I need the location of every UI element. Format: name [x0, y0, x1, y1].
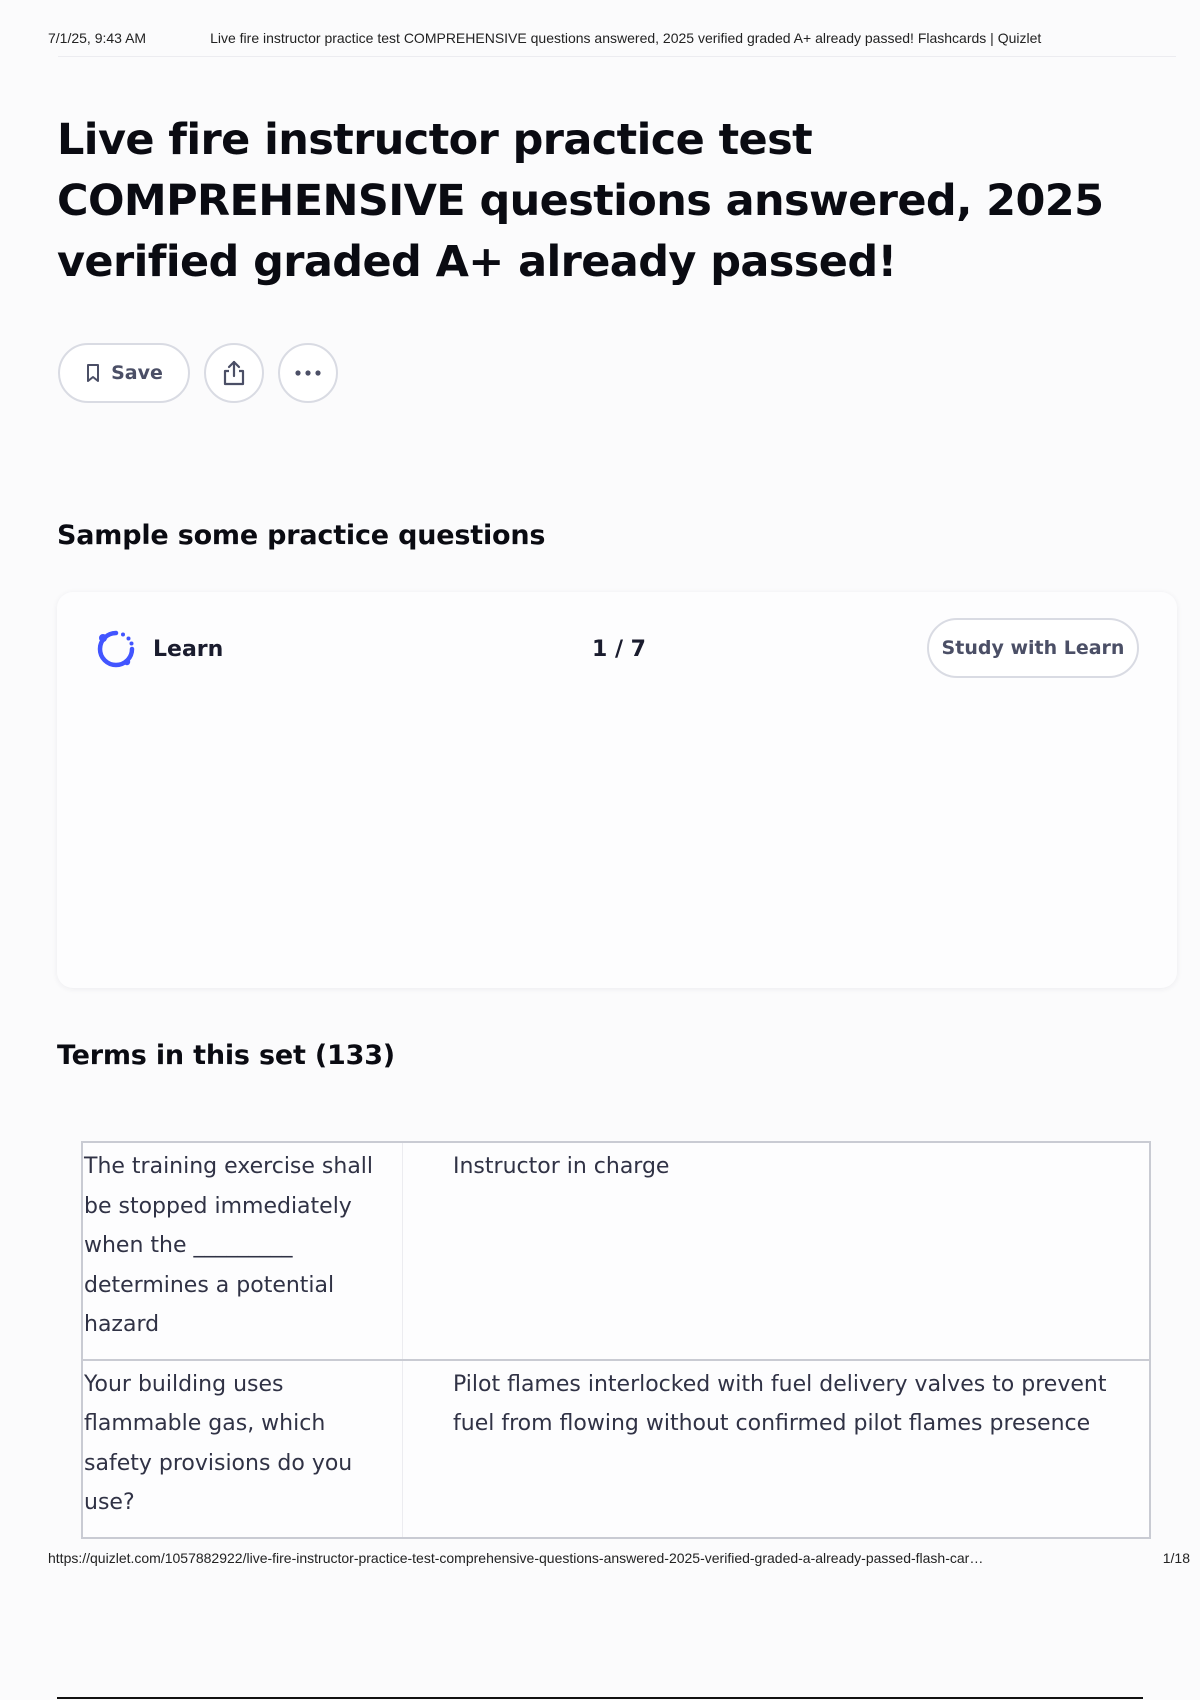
bookmark-icon — [85, 363, 101, 383]
terms-section-heading: Terms in this set (133) — [57, 1040, 395, 1071]
print-page-number: 1/18 — [1162, 1550, 1190, 1566]
term-question: The training exercise shall be stopped immediately when the _________ determines a potential hazard — [83, 1143, 403, 1359]
study-with-learn-button[interactable]: Study with Learn — [927, 618, 1139, 678]
print-datetime: 7/1/25, 9:43 AM — [48, 30, 147, 46]
header-divider — [58, 56, 1176, 57]
learn-practice-card — [57, 592, 1177, 988]
learn-progress-icon — [95, 628, 137, 670]
terms-table — [81, 1141, 1151, 1539]
print-footer — [48, 1550, 1190, 1566]
learn-mode-label: Learn — [153, 636, 224, 662]
page-bottom-divider — [57, 1697, 1143, 1699]
more-options-button[interactable] — [278, 343, 338, 403]
share-icon — [221, 359, 247, 387]
share-button[interactable] — [204, 343, 264, 403]
term-answer: Instructor in charge — [453, 1154, 670, 1179]
set-actions — [58, 343, 338, 403]
learn-card-header — [95, 618, 1139, 680]
save-button-label: Save — [111, 362, 163, 384]
print-header — [48, 30, 1184, 46]
term-answer: Pilot flames interlocked with fuel delivery valves to prevent fuel from flowing without confirmed pilot flames presence — [453, 1371, 1107, 1436]
more-options-icon — [294, 369, 322, 377]
table-row — [83, 1143, 1149, 1361]
term-question: Your building uses flammable gas, which safety provisions do you use? — [83, 1361, 403, 1537]
save-button[interactable] — [58, 343, 190, 403]
print-url: https://quizlet.com/1057882922/live-fire-instructor-practice-test-comprehensive-questions-answered-2025-verified-graded-a-already-passed-flash-car… — [48, 1550, 984, 1566]
print-document-title: Live fire instructor practice test COMPREHENSIVE questions answered, 2025 verified graded A+ already passed! Flashcards | Quizlet — [210, 30, 1042, 46]
table-row — [83, 1361, 1149, 1537]
page-title: Live fire instructor practice test COMPREHENSIVE questions answered, 2025 verified graded A+ already passed! — [57, 115, 1104, 287]
practice-section-heading: Sample some practice questions — [57, 520, 546, 551]
learn-mode — [95, 628, 223, 670]
question-counter: 1 / 7 — [592, 636, 646, 662]
